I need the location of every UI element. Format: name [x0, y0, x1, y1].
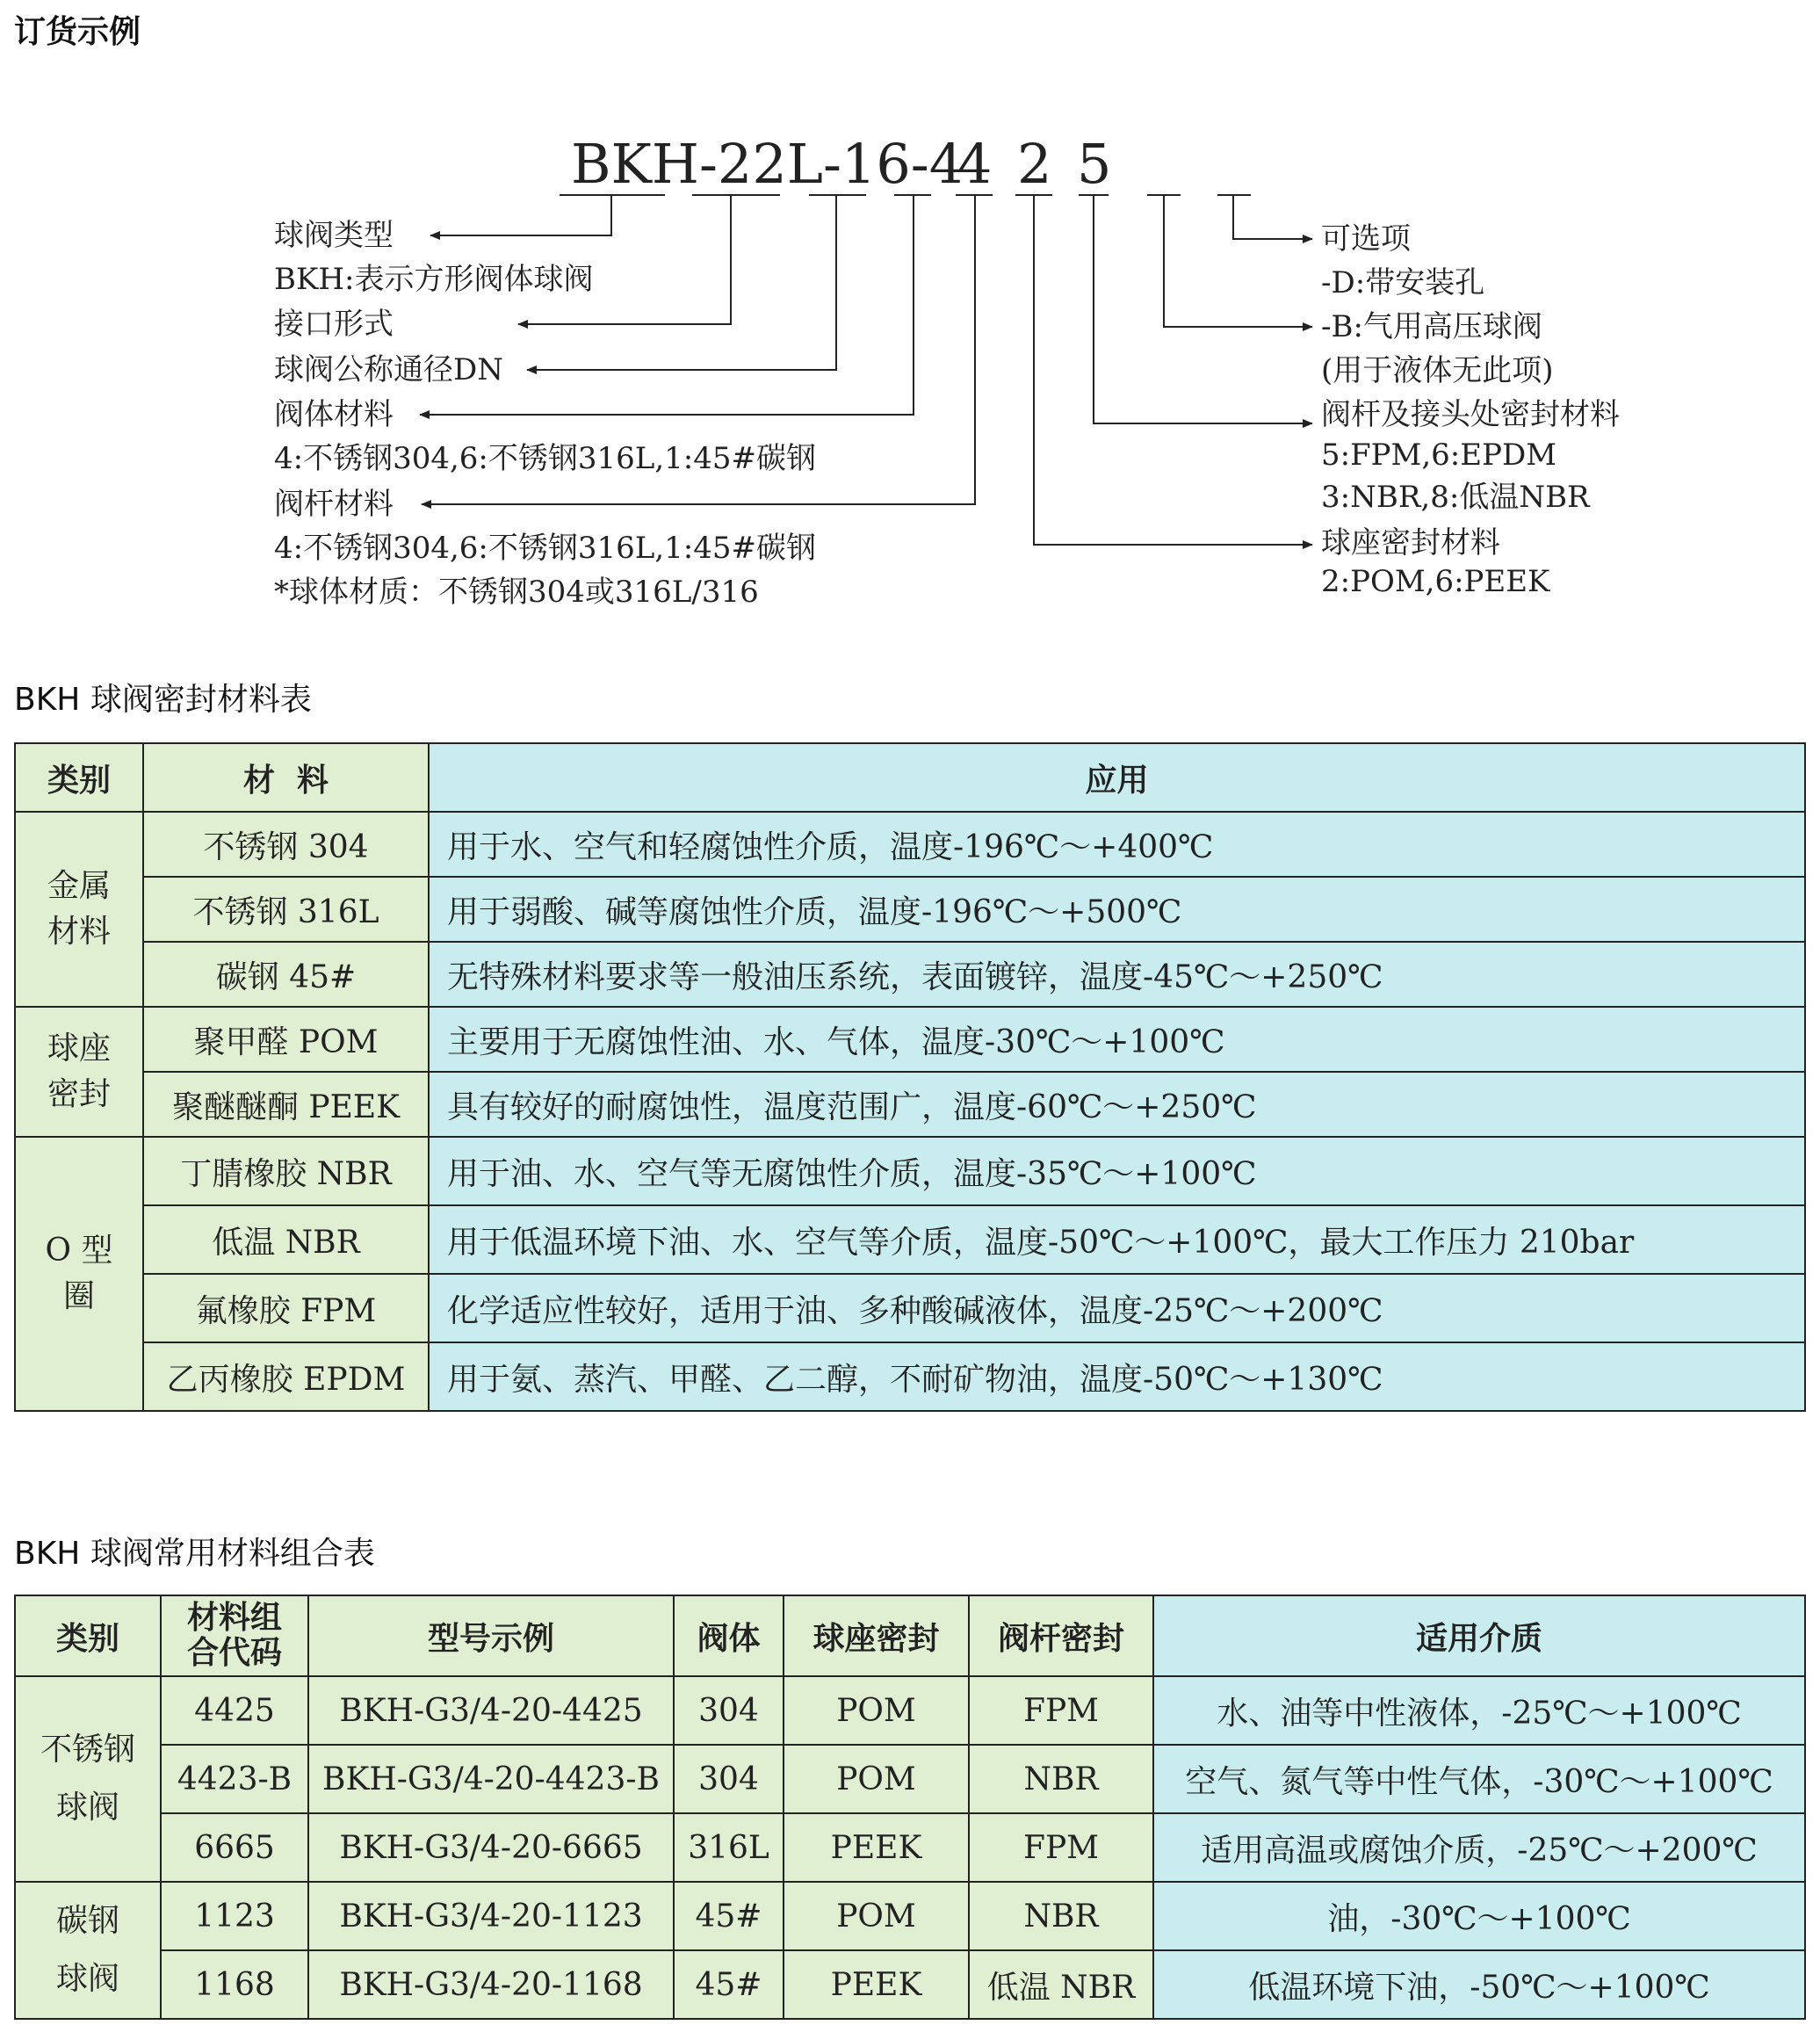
label-seat-seal-options: 2:POM,6:PEEK: [1321, 564, 1550, 599]
table-row: [15, 1137, 1805, 1205]
material-cell: 聚醚醚酮 PEEK: [143, 1072, 429, 1137]
label-ball-material-note: *球体材质：不锈钢304或316L/316: [274, 575, 759, 610]
material-cell: 低温 NBR: [143, 1205, 429, 1274]
label-option-d: -D:带安装孔: [1321, 265, 1485, 300]
model-cell: BKH-G3/4-20-1123: [308, 1882, 674, 1950]
material-cell: 丁腈橡胶 NBR: [143, 1137, 429, 1205]
table-header-row: [15, 1595, 1805, 1676]
header-medium: 适用介质: [1153, 1595, 1805, 1676]
table-row: [15, 1072, 1805, 1137]
medium-cell: 油，-30℃～+100℃: [1153, 1882, 1805, 1950]
header-category: 类别: [15, 743, 143, 812]
header-material: 材 料: [143, 743, 429, 812]
material-cell: 不锈钢 304: [143, 812, 429, 877]
table-row: [15, 1882, 1805, 1950]
combo-table-title: BKH 球阀常用材料组合表: [14, 1536, 375, 1572]
application-cell: 化学适应性较好，适用于油、多种酸碱液体，温度-25℃～+200℃: [429, 1274, 1805, 1342]
label-stem-seal-options-2: 3:NBR,8:低温NBR: [1321, 480, 1590, 515]
body-cell: 304: [674, 1745, 784, 1813]
material-cell: 碳钢 45#: [143, 942, 429, 1007]
table-row: [15, 1205, 1805, 1274]
seat-cell: PEEK: [784, 1950, 969, 2019]
stem-cell: 低温 NBR: [969, 1950, 1153, 2019]
code-cell: 4425: [161, 1676, 308, 1745]
label-body-material-options: 4:不锈钢304,6:不锈钢316L,1:45#碳钢: [274, 441, 816, 476]
header-stem-seal: 阀杆密封: [969, 1595, 1153, 1676]
medium-cell: 低温环境下油，-50℃～+100℃: [1153, 1950, 1805, 2019]
stem-cell: FPM: [969, 1676, 1153, 1745]
order-code-stem-material: 4: [957, 132, 993, 196]
label-valve-type: 球阀类型: [274, 218, 394, 253]
application-cell: 无特殊材料要求等一般油压系统，表面镀锌，温度-45℃～+250℃: [429, 942, 1805, 1007]
category-cell: 不锈钢 球阀: [15, 1676, 161, 1882]
label-nominal-dn: 球阀公称通径DN: [274, 352, 504, 387]
medium-cell: 水、油等中性液体，-25℃～+100℃: [1153, 1676, 1805, 1745]
seat-cell: POM: [784, 1676, 969, 1745]
body-cell: 45#: [674, 1950, 784, 2019]
stem-cell: NBR: [969, 1882, 1153, 1950]
label-stem-seal-options-1: 5:FPM,6:EPDM: [1321, 438, 1557, 473]
header-category: 类别: [15, 1595, 161, 1676]
model-cell: BKH-G3/4-20-1168: [308, 1950, 674, 2019]
category-cell: 球座 密封: [15, 1007, 143, 1137]
material-cell: 氟橡胶 FPM: [143, 1274, 429, 1342]
table-row: [15, 1813, 1805, 1882]
application-cell: 用于低温环境下油、水、空气等介质，温度-50℃～+100℃，最大工作压力 210bar: [429, 1205, 1805, 1274]
order-example-title: 订货示例: [14, 14, 141, 50]
label-seat-seal: 球座密封材料: [1321, 525, 1500, 560]
diagram-leader-lines: [0, 0, 1820, 633]
order-code-stem-seal: 5: [1077, 132, 1112, 196]
label-stem-material-options: 4:不锈钢304,6:不锈钢316L,1:45#碳钢: [274, 531, 816, 566]
label-stem-material: 阀杆材料: [274, 487, 394, 522]
seal-table-title: BKH 球阀密封材料表: [14, 682, 312, 718]
material-combination-table: [14, 1595, 1806, 2020]
category-cell: O 型 圈: [15, 1137, 143, 1411]
model-cell: BKH-G3/4-20-6665: [308, 1813, 674, 1882]
category-cell: 碳钢 球阀: [15, 1882, 161, 2019]
label-connection: 接口形式: [274, 307, 394, 342]
order-code-seat-seal: 2: [1017, 132, 1052, 196]
medium-cell: 空气、氮气等中性气体，-30℃～+100℃: [1153, 1745, 1805, 1813]
application-cell: 用于氨、蒸汽、甲醛、乙二醇，不耐矿物油，温度-50℃～+130℃: [429, 1342, 1805, 1411]
label-option-b: -B:气用高压球阀: [1321, 309, 1542, 344]
model-cell: BKH-G3/4-20-4425: [308, 1676, 674, 1745]
header-body: 阀体: [674, 1595, 784, 1676]
application-cell: 用于弱酸、碱等腐蚀性介质，温度-196℃～+500℃: [429, 877, 1805, 942]
table-row: [15, 1676, 1805, 1745]
application-cell: 主要用于无腐蚀性油、水、气体，温度-30℃～+100℃: [429, 1007, 1805, 1072]
seat-cell: POM: [784, 1882, 969, 1950]
table-row: [15, 942, 1805, 1007]
stem-cell: FPM: [969, 1813, 1153, 1882]
seat-cell: POM: [784, 1745, 969, 1813]
table-row: [15, 1007, 1805, 1072]
category-cell: 金属 材料: [15, 812, 143, 1007]
table-row: [15, 1745, 1805, 1813]
body-cell: 45#: [674, 1882, 784, 1950]
label-stem-seal: 阀杆及接头处密封材料: [1321, 397, 1620, 432]
table-header-row: [15, 743, 1805, 812]
application-cell: 具有较好的耐腐蚀性，温度范围广，温度-60℃～+250℃: [429, 1072, 1805, 1137]
model-cell: BKH-G3/4-20-4423-B: [308, 1745, 674, 1813]
code-cell: 4423-B: [161, 1745, 308, 1813]
body-cell: 304: [674, 1676, 784, 1745]
order-code-diagram: [0, 0, 1820, 633]
header-seat-seal: 球座密封: [784, 1595, 969, 1676]
table-row: [15, 1342, 1805, 1411]
material-cell: 聚甲醛 POM: [143, 1007, 429, 1072]
application-cell: 用于水、空气和轻腐蚀性介质，温度-196℃～+400℃: [429, 812, 1805, 877]
header-model-example: 型号示例: [308, 1595, 674, 1676]
table-row: [15, 1950, 1805, 2019]
table-row: [15, 812, 1805, 877]
label-valve-type-desc: BKH:表示方形阀体球阀: [274, 262, 594, 297]
material-cell: 不锈钢 316L: [143, 877, 429, 942]
body-cell: 316L: [674, 1813, 784, 1882]
stem-cell: NBR: [969, 1745, 1153, 1813]
order-code-base: BKH-22L-16-4: [571, 132, 964, 196]
seat-cell: PEEK: [784, 1813, 969, 1882]
table-row: [15, 877, 1805, 942]
medium-cell: 适用高温或腐蚀介质，-25℃～+200℃: [1153, 1813, 1805, 1882]
material-cell: 乙丙橡胶 EPDM: [143, 1342, 429, 1411]
code-cell: 1123: [161, 1882, 308, 1950]
label-option-b-note: (用于液体无此项): [1321, 353, 1554, 388]
application-cell: 用于油、水、空气等无腐蚀性介质，温度-35℃～+100℃: [429, 1137, 1805, 1205]
header-application: 应用: [429, 743, 1805, 812]
table-row: [15, 1274, 1805, 1342]
seal-material-table: [14, 742, 1806, 1412]
code-cell: 6665: [161, 1813, 308, 1882]
code-cell: 1168: [161, 1950, 308, 2019]
label-body-material: 阀体材料: [274, 397, 394, 432]
label-optional: 可选项: [1321, 221, 1411, 257]
header-combo-code: 材料组 合代码: [161, 1595, 308, 1676]
